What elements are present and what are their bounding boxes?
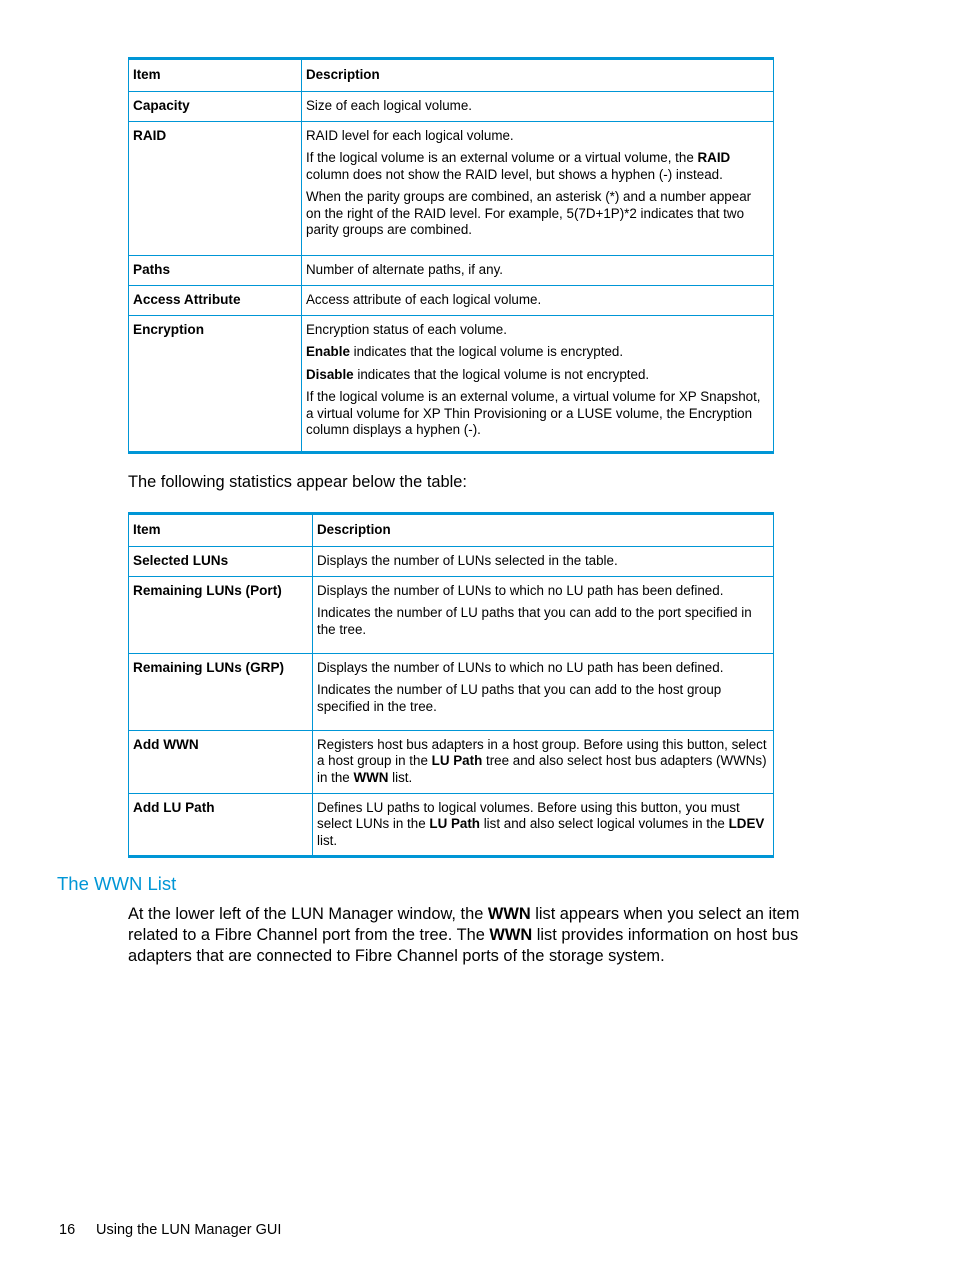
body-bold: WWN bbox=[487, 905, 531, 923]
table-row bbox=[129, 121, 774, 255]
desc-bold: LDEV bbox=[728, 816, 765, 831]
desc-text: Defines LU paths to logical volumes. Before using this button, you must select LUNs in the bbox=[317, 799, 740, 831]
row-description bbox=[302, 91, 774, 121]
desc-paragraph bbox=[306, 322, 768, 339]
page-footer bbox=[59, 1222, 281, 1238]
row-item: Add WWN bbox=[129, 730, 313, 793]
desc-paragraph bbox=[317, 660, 768, 677]
row-description bbox=[302, 285, 774, 315]
statistics-table bbox=[128, 512, 774, 858]
row-description bbox=[313, 793, 774, 857]
desc-bold: Enable bbox=[306, 344, 350, 359]
desc-paragraph bbox=[306, 128, 768, 145]
table-row bbox=[129, 730, 774, 793]
desc-paragraph bbox=[317, 583, 768, 600]
desc-text: tree and also select host bus adapters (WWNs) in the bbox=[317, 753, 767, 785]
desc-text: If the logical volume is an external volume, a virtual volume for XP Snapshot, a virtual volume for XP Thin Provisioning or a LUSE volume, the Encryption column displays a hyphen (-). bbox=[306, 389, 761, 437]
table-row bbox=[129, 285, 774, 315]
body-bold: WWN bbox=[489, 926, 533, 944]
table-row bbox=[129, 576, 774, 653]
desc-text: If the logical volume is an external volume or a virtual volume, the bbox=[306, 150, 698, 165]
desc-text: When the parity groups are combined, an asterisk (*) and a number appear on the right of the RAID level. For example, 5(7D+1P)*2 indicates that two parity groups are combined. bbox=[306, 189, 752, 237]
desc-paragraph bbox=[306, 150, 768, 183]
desc-bold: LU Path bbox=[429, 816, 480, 831]
table-header-row bbox=[129, 514, 774, 547]
row-description bbox=[302, 255, 774, 285]
row-item: RAID bbox=[129, 121, 302, 255]
desc-text: list. bbox=[388, 769, 413, 785]
desc-text: indicates that the logical volume is encrypted. bbox=[349, 344, 624, 359]
header-item: Item bbox=[129, 514, 313, 547]
row-item: Add LU Path bbox=[129, 793, 313, 857]
table-row bbox=[129, 91, 774, 121]
desc-paragraph bbox=[306, 389, 768, 439]
desc-text: list and also select logical volumes in the bbox=[479, 816, 729, 831]
header-description: Description bbox=[302, 59, 774, 92]
desc-paragraph bbox=[317, 553, 768, 570]
row-description bbox=[302, 121, 774, 255]
desc-paragraph bbox=[306, 344, 768, 361]
desc-paragraph bbox=[317, 737, 768, 787]
row-item: Access Attribute bbox=[129, 285, 302, 315]
row-item: Capacity bbox=[129, 91, 302, 121]
desc-text: column does not show the RAID level, but shows a hyphen (-) instead. bbox=[306, 166, 723, 182]
desc-text: Displays the number of LUNs to which no LU path has been defined. bbox=[317, 659, 724, 675]
desc-paragraph bbox=[306, 367, 768, 384]
desc-paragraph bbox=[306, 262, 768, 279]
row-description bbox=[313, 730, 774, 793]
body-text: At the lower left of the LUN Manager window, the bbox=[128, 905, 488, 923]
desc-text: Registers host bus adapters in a host group. Before using this button, select a host group in the bbox=[317, 736, 767, 768]
desc-text: Encryption status of each volume. bbox=[306, 321, 507, 337]
row-description bbox=[302, 315, 774, 452]
row-description bbox=[313, 546, 774, 576]
desc-paragraph bbox=[317, 682, 768, 715]
table-row bbox=[129, 793, 774, 857]
desc-text: Access attribute of each logical volume. bbox=[306, 291, 542, 307]
desc-bold: LU Path bbox=[431, 753, 483, 768]
desc-text: Number of alternate paths, if any. bbox=[306, 261, 503, 277]
desc-bold: WWN bbox=[353, 769, 389, 785]
desc-text: list. bbox=[317, 832, 338, 848]
row-item: Remaining LUNs (GRP) bbox=[129, 653, 313, 730]
desc-paragraph bbox=[306, 292, 768, 309]
body-text: list appears when you select an item related to a Fibre Channel port from the tree. The bbox=[128, 905, 800, 944]
desc-text: indicates that the logical volume is not encrypted. bbox=[353, 366, 650, 382]
row-description bbox=[313, 576, 774, 653]
desc-text: Displays the number of LUNs selected in the table. bbox=[317, 552, 618, 568]
desc-text: Indicates the number of LU paths that you can add to the port specified in the tree. bbox=[317, 605, 752, 637]
intro-paragraph: The following statistics appear below the table: bbox=[128, 473, 467, 491]
desc-paragraph bbox=[317, 605, 768, 638]
desc-bold: Disable bbox=[306, 366, 354, 382]
row-item: Paths bbox=[129, 255, 302, 285]
table-row bbox=[129, 255, 774, 285]
section-body bbox=[128, 904, 848, 967]
desc-text: RAID level for each logical volume. bbox=[306, 127, 514, 143]
table-row bbox=[129, 315, 774, 452]
header-item: Item bbox=[129, 59, 302, 92]
row-item: Selected LUNs bbox=[129, 546, 313, 576]
desc-text: Size of each logical volume. bbox=[306, 97, 472, 113]
desc-paragraph bbox=[306, 98, 768, 115]
row-description bbox=[313, 653, 774, 730]
body-text: list provides information on host bus adapters that are connected to Fibre Channel ports of the storage system. bbox=[128, 926, 799, 965]
row-item: Encryption bbox=[129, 315, 302, 452]
table-row bbox=[129, 653, 774, 730]
desc-text: Indicates the number of LU paths that you can add to the host group specified in the tree. bbox=[317, 682, 722, 714]
header-description: Description bbox=[313, 514, 774, 547]
table-header-row bbox=[129, 59, 774, 92]
desc-paragraph bbox=[317, 800, 768, 850]
page-number: 16 bbox=[59, 1222, 76, 1238]
column-table bbox=[128, 57, 774, 454]
section-heading: The WWN List bbox=[57, 873, 177, 894]
desc-paragraph bbox=[306, 189, 768, 239]
desc-bold: RAID bbox=[697, 150, 731, 165]
row-item: Remaining LUNs (Port) bbox=[129, 576, 313, 653]
footer-title: Using the LUN Manager GUI bbox=[96, 1222, 282, 1238]
desc-text: Displays the number of LUNs to which no LU path has been defined. bbox=[317, 582, 724, 598]
table-row bbox=[129, 546, 774, 576]
